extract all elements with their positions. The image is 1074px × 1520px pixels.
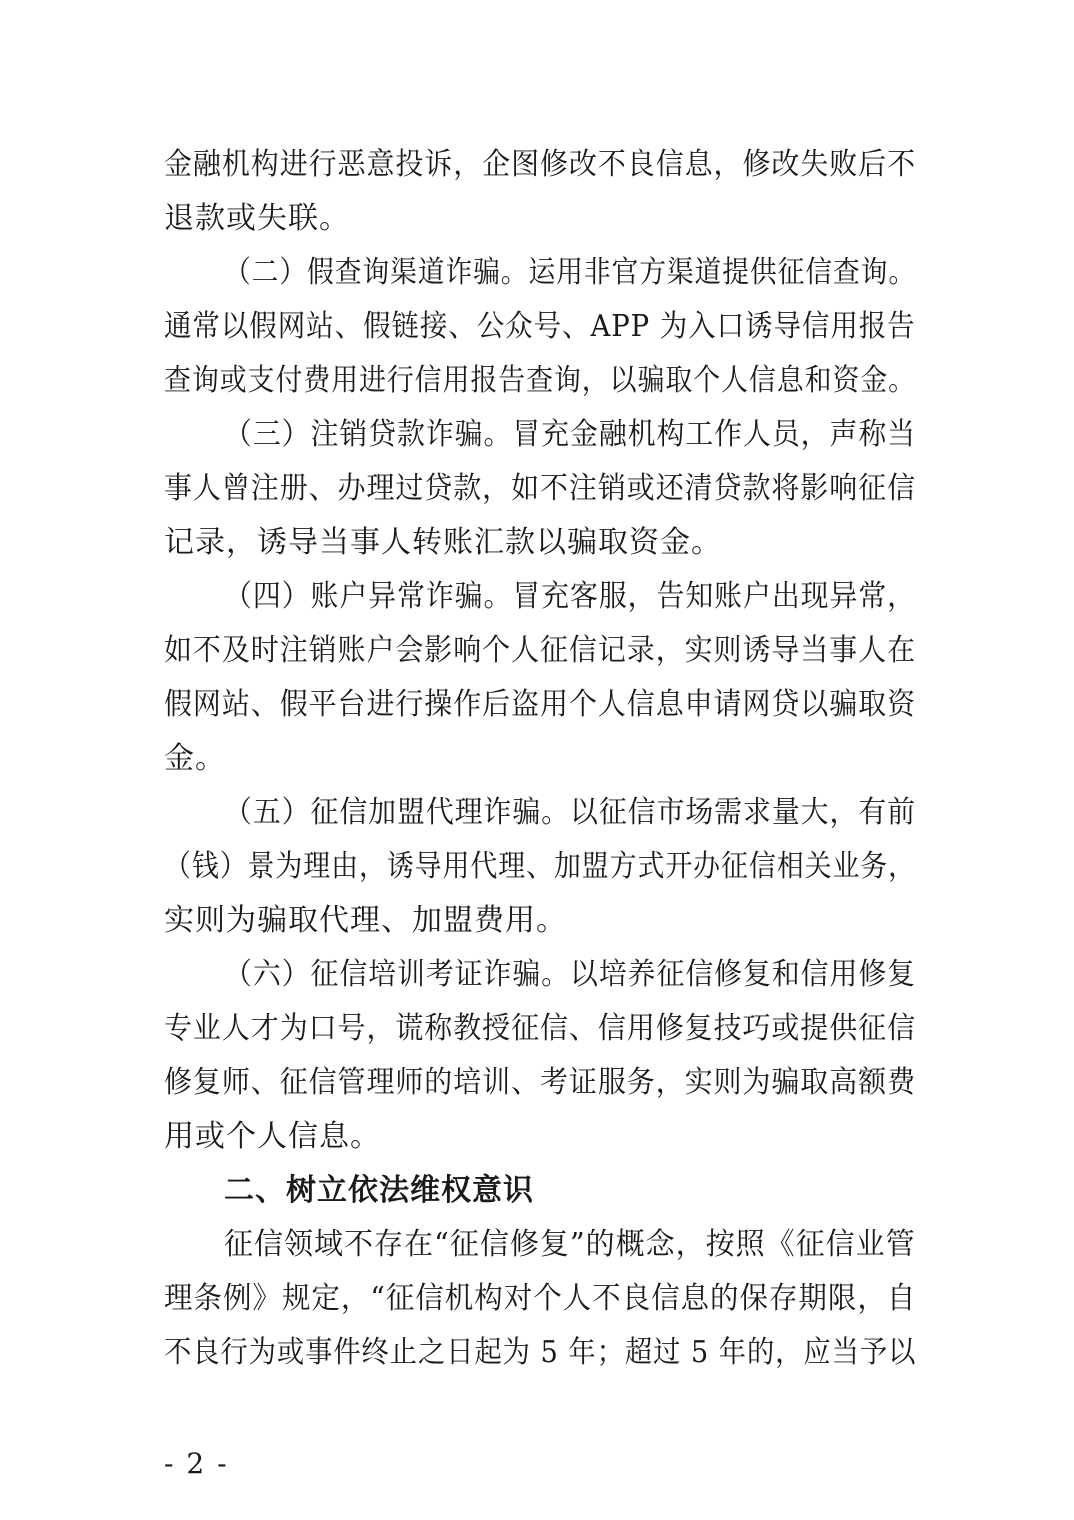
text-line: 用或个人信息。 [164, 1119, 381, 1154]
text-line: （二）假查询渠道诈骗。运用非官方渠道提供征信查询。 [224, 255, 916, 290]
text-line: 查询或支付费用进行信用报告查询，以骗取个人信息和资金。 [164, 363, 916, 398]
text-line: 实则为骗取代理、加盟费用。 [164, 903, 567, 938]
text-line: 记录，诱导当事人转账汇款以骗取资金。 [164, 525, 722, 560]
text-line: 金。 [164, 741, 226, 776]
text-line: （三）注销贷款诈骗。冒充金融机构工作人员，声称当 [224, 417, 916, 452]
text-line: 理条例》规定，“征信机构对个人不良信息的保存期限，自 [164, 1281, 917, 1316]
text-line: 如不及时注销账户会影响个人征信记录，实则诱导当事人在 [164, 633, 916, 668]
text-line: （五）征信加盟代理诈骗。以征信市场需求量大，有前 [224, 795, 916, 830]
text-line: 事人曾注册、办理过贷款，如不注销或还清贷款将影响征信 [164, 471, 916, 506]
text-line: 金融机构进行恶意投诉，企图修改不良信息，修改失败后不 [164, 147, 916, 182]
text-line: 退款或失联。 [164, 201, 350, 236]
text-line: （四）账户异常诈骗。冒充客服，告知账户出现异常， [224, 579, 916, 614]
text-line: 专业人才为口号，谎称教授征信、信用修复技巧或提供征信 [164, 1011, 916, 1046]
text-line: 征信领域不存在“征信修复”的概念，按照《征信业管 [224, 1227, 916, 1262]
text-line: 假网站、假平台进行操作后盗用个人信息申请网贷以骗取资 [164, 687, 916, 722]
text-line: 通常以假网站、假链接、公众号、APP 为入口诱导信用报告 [164, 309, 916, 344]
text-line: （六）征信培训考证诈骗。以培养征信修复和信用修复 [224, 957, 916, 992]
text-line: （钱）景为理由，诱导用代理、加盟方式开办征信相关业务， [164, 849, 916, 884]
text-line: 不良行为或事件终止之日起为 5 年；超过 5 年的，应当予以 [164, 1335, 917, 1370]
section-heading: 二、树立依法维权意识 [224, 1173, 534, 1208]
page-number: - 2 - [164, 1447, 229, 1480]
text-line: 修复师、征信管理师的培训、考证服务，实则为骗取高额费 [164, 1065, 916, 1100]
